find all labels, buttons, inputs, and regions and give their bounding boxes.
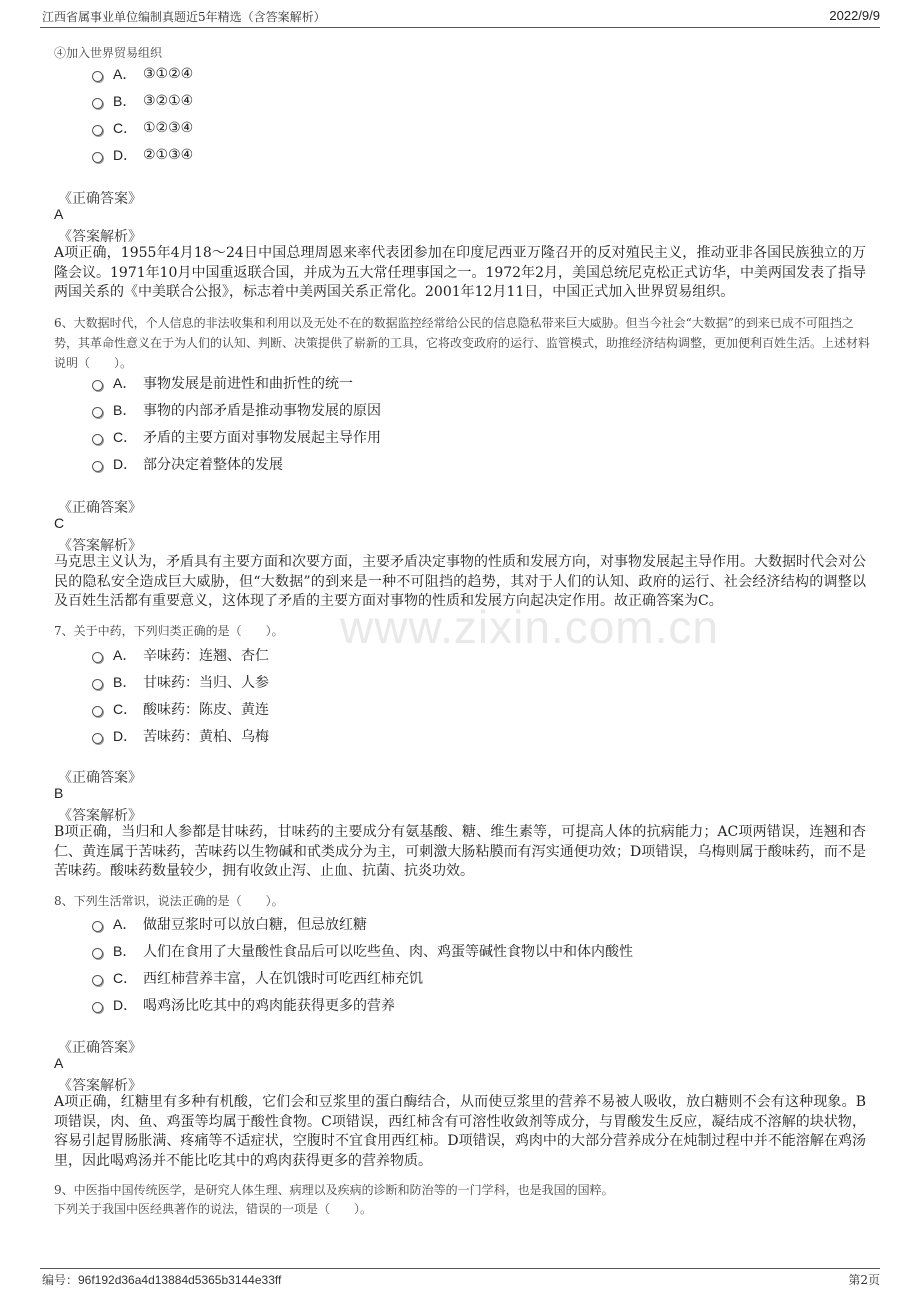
q7-option-d[interactable]: D． 苦味药：黄柏、乌梅 (92, 726, 269, 746)
q6-correct-answer-label: 《正确答案》 (58, 500, 142, 516)
q8-option-d[interactable]: D． 喝鸡汤比吃其中的鸡肉能获得更多的营养 (92, 995, 395, 1015)
radio-icon[interactable] (92, 948, 103, 959)
q9-question-line1: 9、中医指中国传统医学，是研究人体生理、病理以及疾病的诊断和防治等的一门学科，也是我国的国粹。 (54, 1183, 614, 1197)
radio-icon[interactable] (92, 125, 103, 136)
q6-option-b[interactable]: B． 事物的内部矛盾是推动事物发展的原因 (92, 400, 381, 420)
radio-icon[interactable] (92, 98, 103, 109)
q8-analysis: A项正确，红糖里有多种有机酸，它们会和豆浆里的蛋白酶结合，从而使豆浆里的营养不易被人吸收，放白糖则不会有这种现象。B项错误，肉、鱼、鸡蛋等均属于酸性食物。C项错误，西红柿含有可溶性收敛剂等成分，与胃酸发生反应，凝结成不溶解的块状物，容易引起胃肠胀满、疼痛等不适症状，空腹时不宜食用西红柿。D项错误，鸡肉中的大部分营养成分在炖制过程中并不能溶解在鸡汤里，因此喝鸡汤并不能比吃其中的鸡肉获得更多的营养物质。 (54, 1094, 866, 1169)
q8-option-a[interactable]: A． 做甜豆浆时可以放白糖，但忌放红糖 (92, 914, 367, 934)
q6-option-c[interactable]: C． 矛盾的主要方面对事物发展起主导作用 (92, 427, 381, 447)
document-date: 2022/9/9 (829, 8, 880, 23)
q5-option-a[interactable]: A． ③①②④ (92, 64, 193, 84)
q5-trailing-item: ④加入世界贸易组织 (54, 46, 163, 60)
page-number: 第2页 (848, 1273, 880, 1287)
watermark: www.zixin.com.cn (340, 601, 719, 653)
q6-analysis: 马克思主义认为，矛盾具有主要方面和次要方面，主要矛盾决定事物的性质和发展方向，对事物发展起主导作用。大数据时代会对公民的隐私安全造成巨大威胁，但“大数据”的到来是一种不可阻挡的趋势，其对于人们的认知、政府的运行、社会经济结构的调整以及百姓生活都有重要意义，这体现了矛盾的主要方面对事物的性质和发展方向起决定作用。故正确答案为C。 (54, 554, 866, 609)
document-code: 编号：96f192d36a4d13884d5365b3144e33ff (42, 1273, 282, 1287)
q5-analysis-label: 《答案解析》 (58, 229, 142, 245)
q7-option-a[interactable]: A． 辛味药：连翘、杏仁 (92, 645, 269, 665)
q7-question: 7、关于中药，下列归类正确的是（ ）。 (54, 624, 284, 638)
radio-icon[interactable] (92, 434, 103, 445)
header-divider (40, 27, 880, 28)
radio-icon[interactable] (92, 461, 103, 472)
radio-icon[interactable] (92, 1002, 103, 1013)
radio-icon[interactable] (92, 71, 103, 82)
radio-icon[interactable] (92, 652, 103, 663)
q6-analysis-label: 《答案解析》 (58, 538, 142, 554)
radio-icon[interactable] (92, 380, 103, 391)
q8-question: 8、下列生活常识，说法正确的是（ ）。 (54, 894, 284, 908)
q6-option-a[interactable]: A． 事物发展是前进性和曲折性的统一 (92, 373, 353, 393)
q9-question-line2: 下列关于我国中医经典著作的说法，错误的一项是（ ）。 (54, 1202, 373, 1216)
q7-option-c[interactable]: C． 酸味药：陈皮、黄连 (92, 699, 269, 719)
q5-correct-answer-label: 《正确答案》 (58, 191, 142, 207)
q8-answer: A (54, 1055, 64, 1071)
radio-icon[interactable] (92, 407, 103, 418)
q5-answer: A (54, 206, 64, 222)
q8-correct-answer-label: 《正确答案》 (58, 1040, 142, 1056)
q5-option-c[interactable]: C． ①②③④ (92, 118, 193, 138)
q7-analysis-label: 《答案解析》 (58, 808, 142, 824)
q5-analysis: A项正确，1955年4月18～24日中国总理周恩来率代表团参加在印度尼西亚万隆召开的反对殖民主义，推动亚非各国民族独立的万隆会议。1971年10月中国重返联合国，并成为五大常任理事国之一。1972年2月，美国总统尼克松正式访华，中美两国发表了指导两国关系的《中美联合公报》，标志着中美两国关系正常化。2001年12月11日，中国正式加入世界贸易组织。 (54, 245, 866, 300)
q6-option-d[interactable]: D． 部分决定着整体的发展 (92, 454, 283, 474)
radio-icon[interactable] (92, 921, 103, 932)
q5-option-d[interactable]: D． ②①③④ (92, 145, 193, 165)
q7-option-b[interactable]: B． 甘味药：当归、人参 (92, 672, 269, 692)
q8-option-c[interactable]: C． 西红柿营养丰富，人在饥饿时可吃西红柿充饥 (92, 968, 423, 988)
q7-analysis: B项正确，当归和人参都是甘味药，甘味药的主要成分有氨基酸、糖、维生素等，可提高人体的抗病能力；AC项两错误，连翘和杏仁、黄连属于苦味药，苦味药以生物碱和甙类成分为主，可刺激大肠粘膜而有泻实通便功效；D项错误，乌梅则属于酸味药，而不是苦味药。酸味药数量较少，拥有收敛止泻、止血、抗菌、抗炎功效。 (54, 824, 866, 879)
document-title: 江西省属事业单位编制真题近5年精选（含答案解析） (42, 10, 326, 24)
radio-icon[interactable] (92, 679, 103, 690)
q6-answer: C (54, 515, 65, 531)
q8-analysis-label: 《答案解析》 (58, 1078, 142, 1094)
footer-divider (40, 1268, 880, 1269)
radio-icon[interactable] (92, 706, 103, 717)
radio-icon[interactable] (92, 733, 103, 744)
q8-option-b[interactable]: B． 人们在食用了大量酸性食品后可以吃些鱼、肉、鸡蛋等碱性食物以中和体内酸性 (92, 941, 633, 961)
q6-question: 6、大数据时代，个人信息的非法收集和利用以及无处不在的数据监控经常给公民的信息隐私带来巨大威胁。但当今社会“大数据”的到来已成不可阻挡之势，其革命性意义在于为人们的认知、判断、决策提供了崭新的工具，它将改变政府的运行、监管模式，助推经济结构调整，更加便利百姓生活。上述材料说明（ ）。 (54, 316, 871, 370)
radio-icon[interactable] (92, 152, 103, 163)
q5-option-b[interactable]: B． ③②①④ (92, 91, 193, 111)
radio-icon[interactable] (92, 975, 103, 986)
q7-correct-answer-label: 《正确答案》 (58, 770, 142, 786)
q7-answer: B (54, 785, 64, 801)
